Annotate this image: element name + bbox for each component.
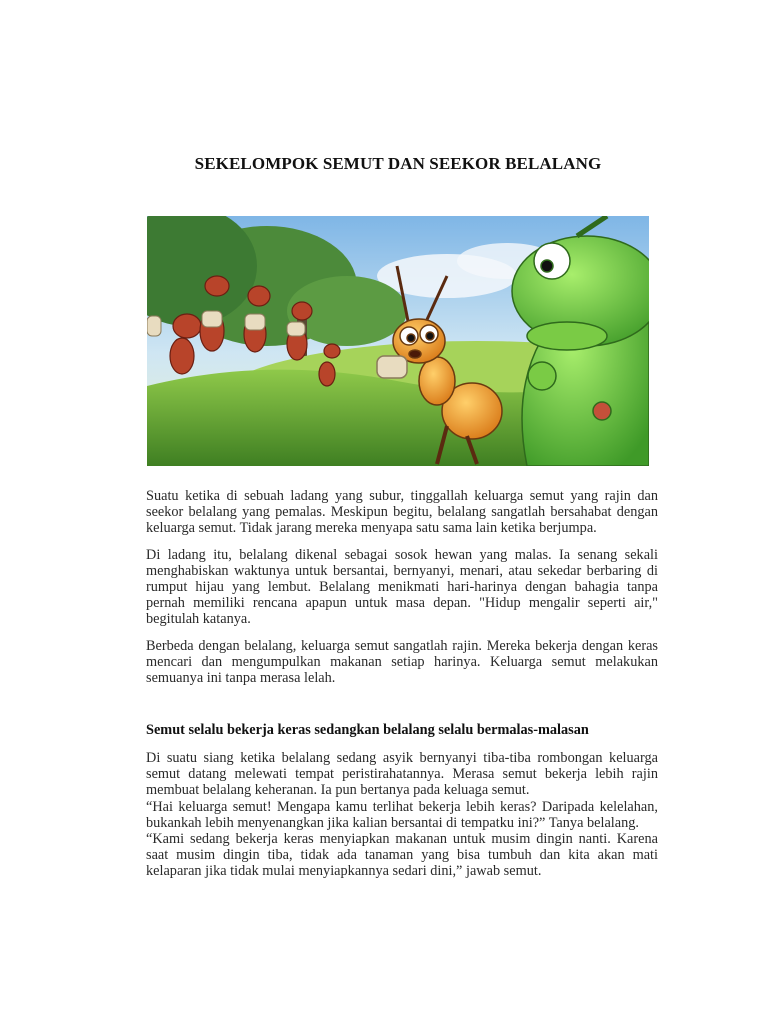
intro-paragraphs bbox=[146, 488, 658, 696]
paragraph: Di suatu siang ketika belalang sedang asyik bernyanyi tiba-tiba rombongan keluarga semut datang melewati tempat peristirahatannya. Merasa semut bekerja lebih rajin membuat belalang keheranan. Ia pun bertanya pada keluaga semut. bbox=[146, 750, 658, 799]
paragraph: “Kami sedang bekerja keras menyiapkan makanan untuk musim dingin nanti. Karena saat musim dingin tiba, tidak ada tanaman yang bisa tumbuh dan kita akan mati kelaparan jika tidak mulai menyiapkannya sedari dini,” jawab semut. bbox=[146, 831, 658, 880]
dialogue-paragraphs bbox=[146, 750, 658, 880]
story-illustration bbox=[147, 216, 649, 466]
paragraph: Suatu ketika di sebuah ladang yang subur, tinggallah keluarga semut yang rajin dan seekor belalang yang pemalas. Meskipun begitu, belalang sangatlah bersahabat dengan keluarga semut. Tidak jarang mereka menyapa satu sama lain ketika berjumpa. bbox=[146, 488, 658, 537]
paragraph: Di ladang itu, belalang dikenal sebagai sosok hewan yang malas. Ia senang sekali menghabiskan waktunya untuk bersantai, bernyanyi, menari, atau sekedar berbaring di rumput hijau yang lembut. Belalang menikmati hari-harinya dengan bahagia tanpa pernah memiliki rencana apapun untuk masa depan. "Hidup mengalir seperti air," begitulah katanya. bbox=[146, 546, 658, 628]
section-subheading: Semut selalu bekerja keras sedangkan belalang selalu bermalas-malasan bbox=[146, 722, 589, 738]
document-title: SEKELOMPOK SEMUT DAN SEEKOR BELALANG bbox=[194, 154, 602, 173]
paragraph: Berbeda dengan belalang, keluarga semut sangatlah rajin. Mereka bekerja dengan keras mencari dan mengumpulkan makanan setiap harinya. Keluarga semut melakukan semuanya ini tanpa merasa lelah. bbox=[146, 637, 658, 687]
grasshopper bbox=[512, 216, 649, 466]
paragraph: “Hai keluarga semut! Mengapa kamu terlihat bekerja lebih keras? Daripada kelelahan, bukankah lebih menyenangkan jika kalian bersantai di tempatku ini?” Tanya belalang. bbox=[146, 798, 658, 831]
